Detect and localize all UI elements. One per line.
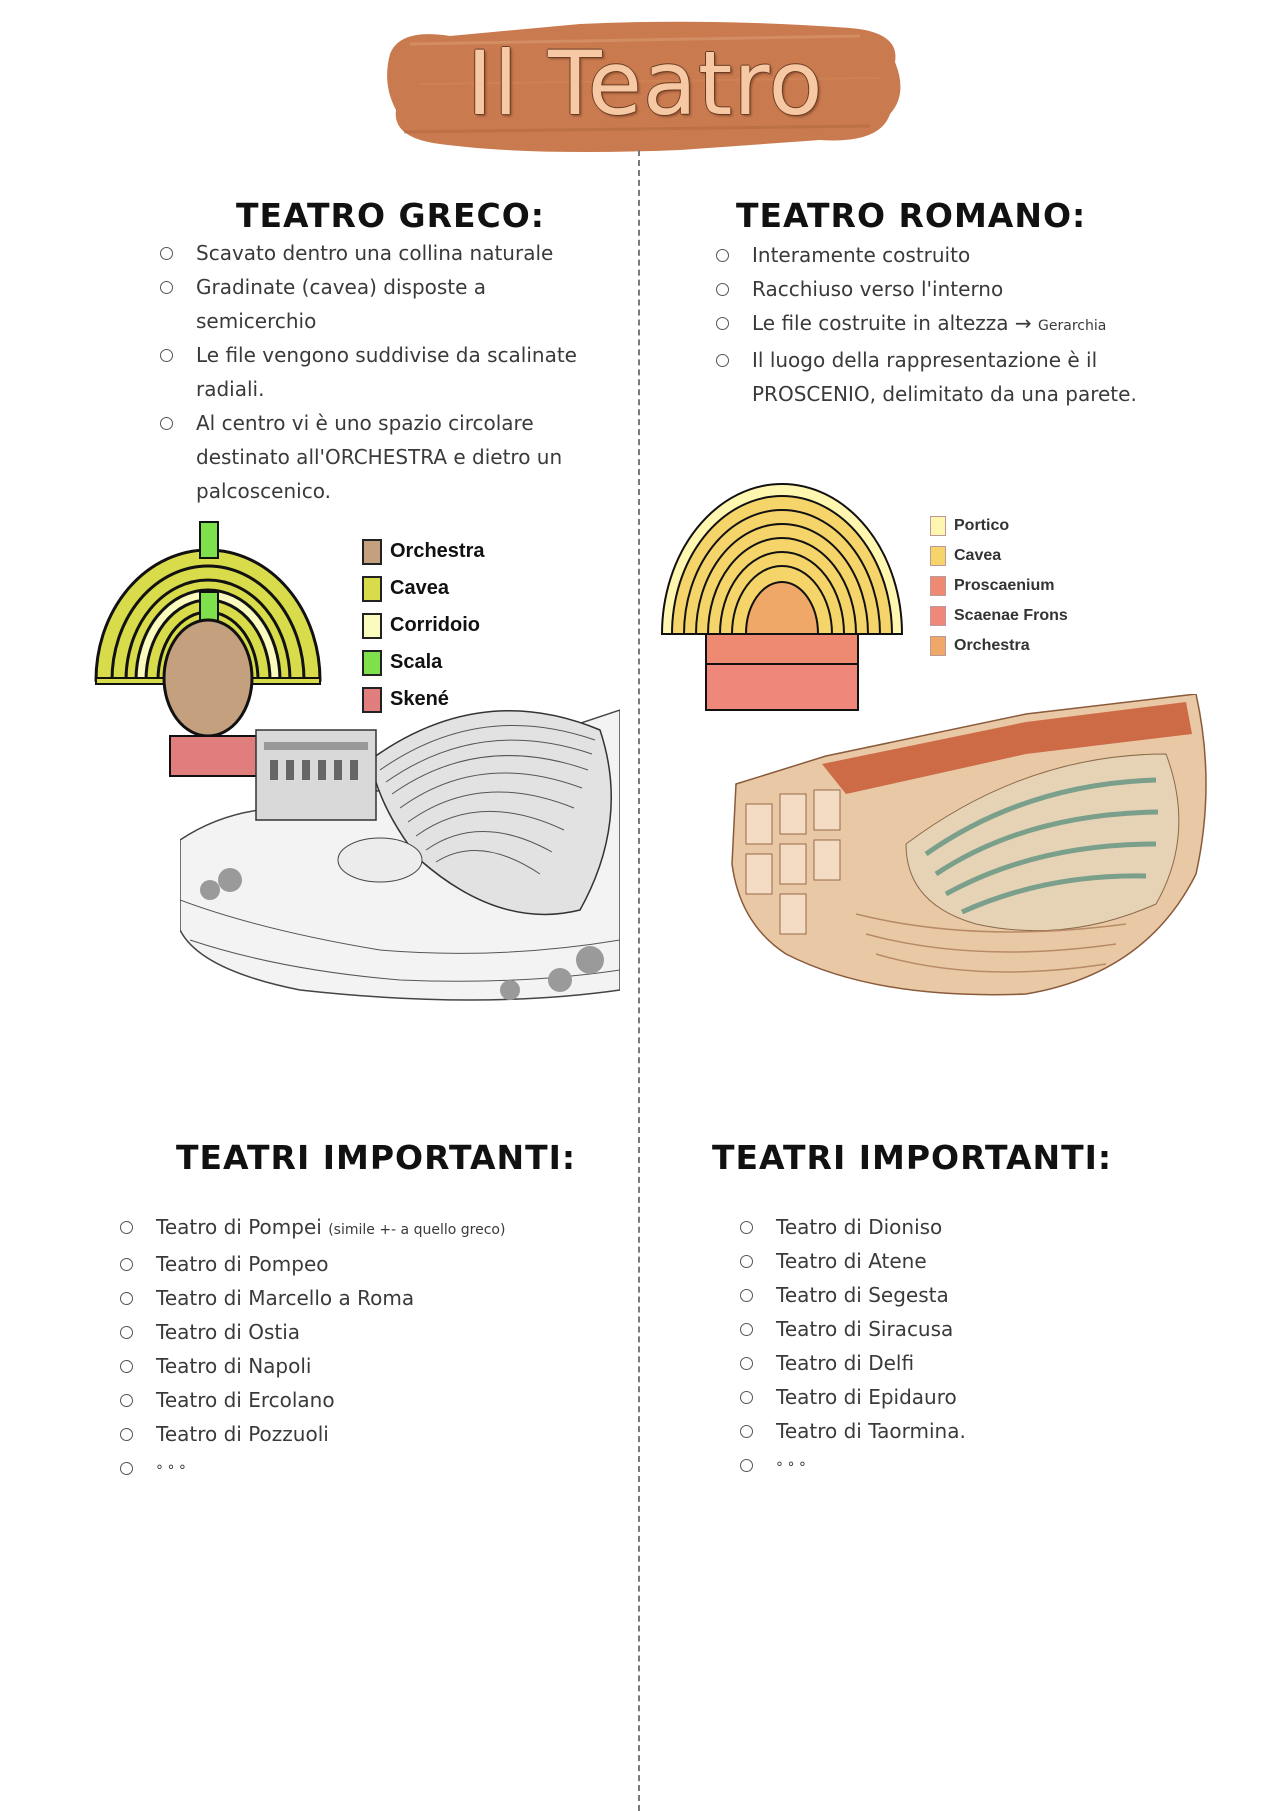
legend-item: Skené	[362, 681, 485, 718]
bullet-icon	[740, 1289, 753, 1302]
bullet-icon	[120, 1394, 133, 1407]
romano-legend	[930, 511, 1068, 661]
bullet-icon	[740, 1391, 753, 1404]
bullet-icon	[120, 1462, 133, 1475]
list-item: Teatro di Dioniso	[740, 1210, 1200, 1244]
list-item: Il luogo della rappresentazione è il PROSCENIO, delimitato da una parete.	[716, 343, 1156, 411]
column-divider	[638, 150, 640, 1811]
greco-bullets	[160, 236, 590, 508]
list-item: Le file costruite in altezza → Gerarchia	[716, 306, 1156, 343]
legend-item: Proscaenium	[930, 571, 1068, 601]
importanti-right-list	[740, 1210, 1200, 1485]
list-item: Teatro di Delfi	[740, 1346, 1200, 1380]
list-item: Teatro di Atene	[740, 1244, 1200, 1278]
bullet-icon	[120, 1326, 133, 1339]
legend-item: Corridoio	[362, 607, 485, 644]
greco-heading: TEATRO GRECO:	[236, 196, 546, 235]
list-item: Le file vengono suddivise da scalinate radiali.	[160, 338, 590, 406]
greek-theatre-illustration	[180, 690, 620, 1010]
swatch-icon	[930, 516, 946, 536]
bullet-icon	[160, 247, 173, 260]
romano-bullets	[716, 238, 1156, 411]
bullet-icon	[740, 1357, 753, 1370]
bullet-icon	[716, 354, 729, 367]
list-item: Scavato dentro una collina naturale	[160, 236, 590, 270]
list-item: Teatro di Epidauro	[740, 1380, 1200, 1414]
swatch-icon	[930, 576, 946, 596]
bullet-icon	[740, 1425, 753, 1438]
list-item: Teatro di Pompeo	[120, 1247, 600, 1281]
bullet-icon	[160, 281, 173, 294]
legend-item: Portico	[930, 511, 1068, 541]
legend-item: Orchestra	[930, 631, 1068, 661]
list-item: Teatro di Pozzuoli	[120, 1417, 600, 1451]
page-title: Il Teatro	[466, 32, 824, 135]
legend-item: Scaenae Frons	[930, 601, 1068, 631]
list-item: Teatro di Ostia	[120, 1315, 600, 1349]
bullet-icon	[120, 1292, 133, 1305]
importanti-left-heading: TEATRI IMPORTANTI:	[176, 1138, 577, 1177]
bullet-icon	[716, 283, 729, 296]
list-item: Teatro di Ercolano	[120, 1383, 600, 1417]
importanti-right-heading: TEATRI IMPORTANTI:	[712, 1138, 1113, 1177]
bullet-icon	[160, 349, 173, 362]
title-banner	[380, 14, 910, 156]
bullet-icon	[160, 417, 173, 430]
legend-item: Scala	[362, 644, 485, 681]
bullet-icon	[120, 1428, 133, 1441]
arrow-icon: →	[1008, 311, 1039, 335]
list-item: Racchiuso verso l'interno	[716, 272, 1156, 306]
swatch-icon	[930, 606, 946, 626]
swatch-icon	[930, 546, 946, 566]
bullet-icon	[716, 249, 729, 262]
list-item: Teatro di Siracusa	[740, 1312, 1200, 1346]
bullet-icon	[740, 1323, 753, 1336]
bullet-icon	[120, 1360, 133, 1373]
list-item: Teatro di Segesta	[740, 1278, 1200, 1312]
list-item: Teatro di Marcello a Roma	[120, 1281, 600, 1315]
list-item: Teatro di Taormina.	[740, 1414, 1200, 1448]
legend-item: Orchestra	[362, 533, 485, 570]
list-item: ° ° °	[740, 1448, 1200, 1485]
list-item: Interamente costruito	[716, 238, 1156, 272]
bullet-icon	[740, 1459, 753, 1472]
list-item: Al centro vi è uno spazio circolare destinato all'ORCHESTRA e dietro un palcoscenico.	[160, 406, 590, 508]
importanti-left-list	[120, 1210, 600, 1488]
swatch-icon	[362, 539, 382, 565]
bullet-icon	[120, 1258, 133, 1271]
bullet-icon	[120, 1221, 133, 1234]
list-item: ° ° °	[120, 1451, 600, 1488]
bullet-icon	[716, 317, 729, 330]
swatch-icon	[362, 576, 382, 602]
swatch-icon	[362, 650, 382, 676]
roman-theatre-plan	[658, 476, 908, 716]
romano-heading: TEATRO ROMANO:	[736, 196, 1087, 235]
bullet-icon	[740, 1221, 753, 1234]
list-item: Teatro di Pompei (simile +- a quello greco)	[120, 1210, 600, 1247]
legend-item: Cavea	[362, 570, 485, 607]
legend-item: Cavea	[930, 541, 1068, 571]
bullet-icon	[740, 1255, 753, 1268]
list-item: Gradinate (cavea) disposte a semicerchio	[160, 270, 590, 338]
list-item: Teatro di Napoli	[120, 1349, 600, 1383]
swatch-icon	[362, 613, 382, 639]
roman-theatre-illustration	[726, 694, 1216, 1000]
swatch-icon	[930, 636, 946, 656]
